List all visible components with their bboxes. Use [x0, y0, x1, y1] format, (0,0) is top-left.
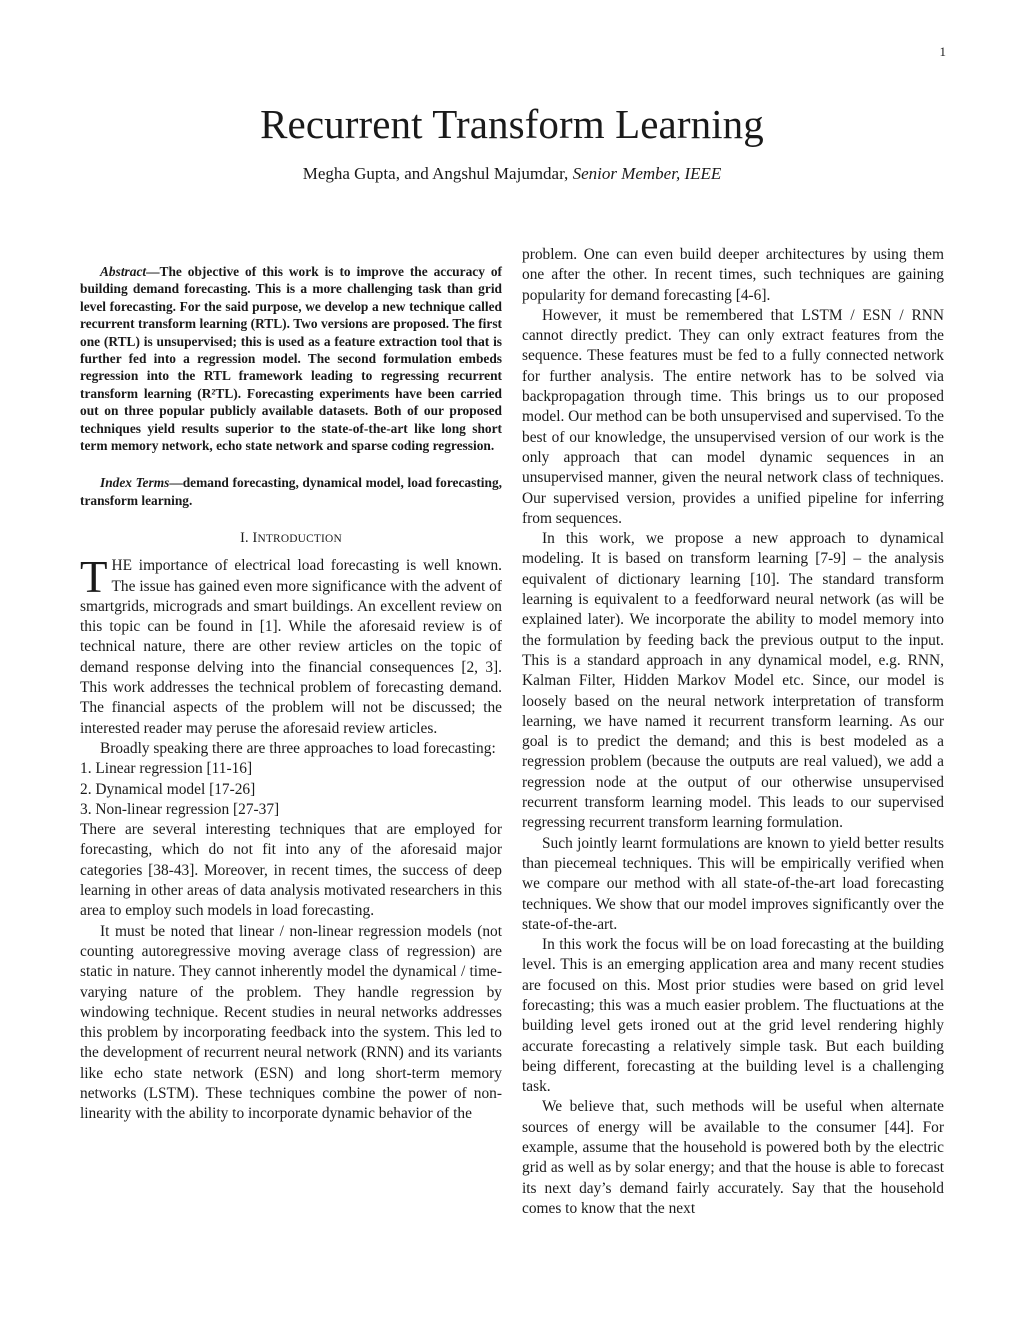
paragraph: In this work, we propose a new approach to dynamical modeling. It is based on transform learning [7-9] – the analysis equivalent of dictionary learning [10]. The standard transform learning is equivalent to a feedforward neural network (as will be explained later). We incorporate the ability to model memory into the formulation by feeding back the previous output to the input. This is a standard approach in any dynamical model, e.g. RNN, Kalman Filter, Hidden Markov Model etc. Since, our model is loosely based on the neural network interpretation of transform learning, we have named it recurrent transform learning. As our goal is to predict the demand; and this is best modeled as a regression problem (because the outputs are real valued), we add a regression node at the output of our otherwise unsupervised recurrent transform learning model. This leads to our supervised regressing recurrent transform learning formulation. — [522, 530, 944, 832]
index-terms — [80, 474, 502, 509]
approaches-intro: Broadly speaking there are three approaches to load forecasting: — [100, 739, 496, 757]
abstract-text: —The objective of this work is to improve the accuracy of building demand forecasting. This is a more challenging task than grid level forecasting. For the said purpose, we develop a new technique called recurrent transform learning (RTL). Two versions are proposed. The first one (RTL) is unsupervised; this is used as a feature extraction tool that is further fed into a regression model. The second formulation embeds regression into the RTL framework leading to regressing recurrent transform learning (R²TL). Forecasting experiments have been carried out on three popular publicly available datasets. Both of our proposed techniques yield results superior to the state-of-the-art like long short term memory network, echo state network and sparse coding regression. — [80, 264, 502, 454]
list-item: 1. Linear regression [11-16] — [80, 760, 253, 778]
drop-cap: T — [80, 552, 108, 603]
after-list-paragraph: There are several interesting techniques that are employed for forecasting, which do not fit into any of the aforesaid major categories [38-43]. Moreover, in recent times, the success of deep learning in other areas of data analysis motivated researchers in this area to employ such models in load forecasting. — [80, 821, 502, 920]
section-heading — [80, 529, 502, 548]
index-terms-label: Index Terms — [100, 475, 170, 491]
static-models-paragraph: It must be noted that linear / non-linear regression models (not counting autoregressive moving average class of regression) are static in nature. They cannot inherently model the dynamical / time-varying nature of the problem. They handle regression by windowing technique. Recent studies in neural networks addresses this problem by incorporating feedback into the system. This led to the development of recurrent neural network (RNN) and its variants like echo state network (ESN) and long short-term memory networks (LSTM). These techniques combine the power of non-linearity with the ability to incorporate dynamic behavior of the — [80, 922, 502, 1123]
paragraph: However, it must be remembered that LSTM / ESN / RNN cannot directly predict. They can only extract features from the sequence. These features must be fed to a fully connected network for further analysis. The entire network has to be solved via backpropagation through time. This brings us to our proposed model. Our method can be both unsupervised and supervised. To the best of our knowledge, the unsupervised version of our work is the only approach that can model dynamic sequences in an unsupervised manner, given the neural network class of techniques. Our supervised version, provides a unified pipeline for inferring from sequences. — [522, 306, 944, 527]
abstract-label: Abstract — [100, 264, 147, 279]
right-column — [522, 245, 944, 1219]
paragraph: In this work the focus will be on load forecasting at the building level. This is an emerging application area and many recent studies are focused on this. Most prior studies were based on grid level forecasting; this was a much easier problem. The fluctuations at the building level gets ironed out at the grid level rendering highly accurate forecasting a relatively simple task. But each building being different, forecasting at the building level is a challenging task. — [522, 936, 944, 1096]
paragraph: problem. One can even build deeper architectures by using them one after the other. In recent times, such techniques are gaining popularity for demand forecasting [4-6]. — [522, 246, 944, 304]
paragraph: Such jointly learnt formulations are known to yield better results than piecemeal techniques. This will be empirically verified when we compare our method with all state-of-the-art load forecasting techniques. We show that our model improves significantly over the state-of-the-art. — [522, 834, 944, 933]
approaches-list — [80, 759, 502, 820]
author-line — [0, 164, 1024, 184]
section-number: I. — [240, 530, 249, 547]
list-item: 2. Dynamical model [17-26] — [80, 780, 256, 798]
author-names: Megha Gupta, and Angshul Majumdar, — [302, 164, 569, 183]
abstract — [80, 263, 502, 454]
index-terms-text: —demand forecasting, dynamical model, load forecasting, transform learning. — [80, 475, 502, 508]
left-column — [80, 263, 502, 1125]
section-title: INTRODUCTION — [252, 530, 342, 547]
list-item: 3. Non-linear regression [27-37] — [80, 800, 280, 818]
paragraph: We believe that, such methods will be useful when alternate sources of energy will be available to the consumer [44]. For example, assume that the household is powered both by the electric grid as well as by solar energy; and that the house is able to forecast its next day’s demand fairly accurately. Say that the household comes to know that the next — [522, 1098, 944, 1217]
author-role: Senior Member, IEEE — [572, 164, 722, 183]
paper-title: Recurrent Transform Learning — [260, 101, 764, 147]
page-number: 1 — [939, 44, 946, 59]
intro-text: HE importance of electrical load forecasting is well known. The issue has gained even more significance with the advent of smartgrids, micrograds and smart buildings. An excellent review on this topic can be found in [1]. While the aforesaid review is of technical nature, there are other review articles on the topic of demand response delving into the financial consequences [2, 3]. This work addresses the technical problem of forecasting demand. The financial aspects of the problem will not be discussed; the interested reader may peruse the aforesaid review articles. — [80, 557, 502, 737]
intro-paragraph — [80, 552, 502, 739]
